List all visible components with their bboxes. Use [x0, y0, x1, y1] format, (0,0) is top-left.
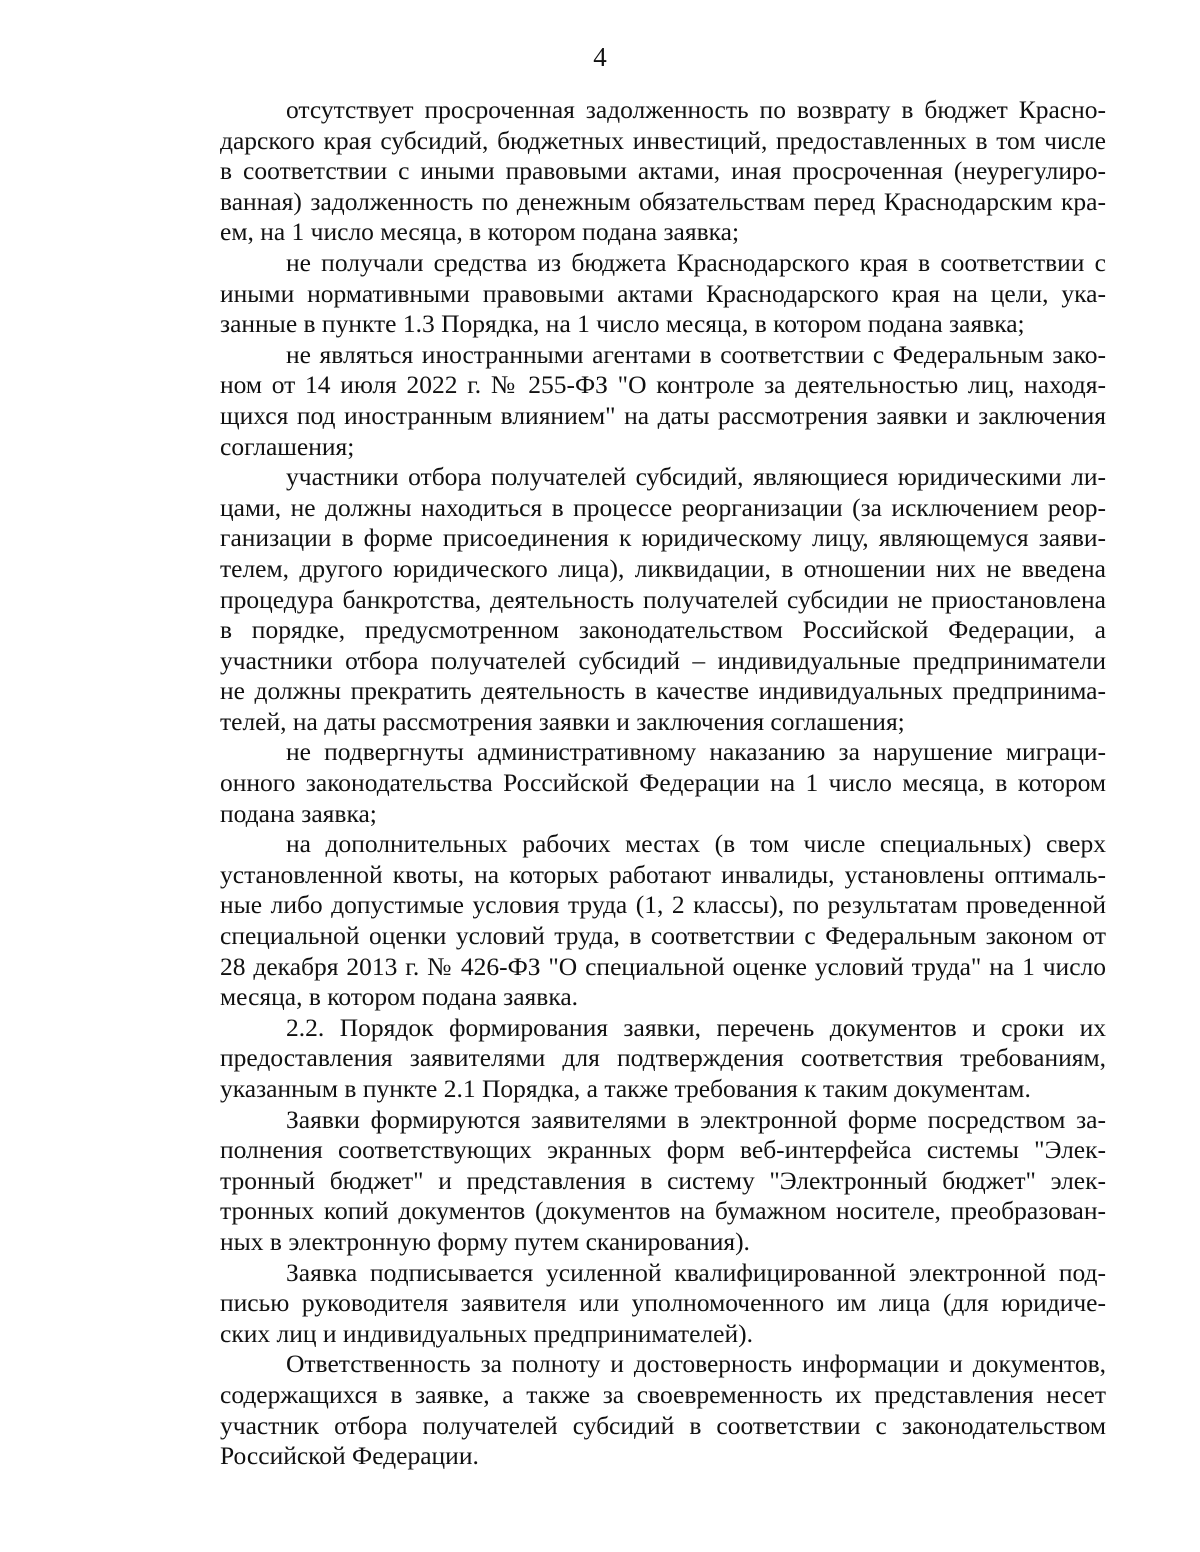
text-line: отсутствует просроченная задолженность по возврату в бюджет Красно- [286, 95, 1106, 124]
text-line: 28 декабря 2013 г. № 426-ФЗ "О специальной оценке условий труда" на 1 число [220, 951, 1106, 981]
text-line: не получали средства из бюджета Краснодарского края в соответствии с [286, 247, 1106, 277]
text-line: ванная) задолженность по денежным обязательствам перед Краснодарским кра- [220, 186, 1106, 216]
text-line: Заявка подписывается усиленной квалифицированной электронной под- [286, 1257, 1106, 1287]
text-line: предоставления заявителями для подтверждения соответствия требованиям, [220, 1043, 1106, 1073]
text-line: ганизации в форме присоединения к юридическому лицу, являющемуся заяви- [220, 523, 1106, 553]
text-line: онного законодательства Российской Федерации на 1 число месяца, в котором [220, 768, 1106, 798]
text-line: ем, на 1 число месяца, в котором подана заявка; [220, 217, 740, 247]
text-line: Ответственность за полноту и достоверность информации и документов, [286, 1349, 1106, 1379]
text-line: ных в электронную форму путем сканирования). [220, 1226, 750, 1256]
text-line: ные либо допустимые условия труда (1, 2 классы), по результатам проведенной [220, 890, 1106, 920]
text-line: специальной оценки условий труда, в соответствии с Федеральным законом от [220, 921, 1106, 951]
text-line: не должны прекратить деятельность в качестве индивидуальных предпринима- [220, 676, 1106, 706]
text-line: иными нормативными правовыми актами Краснодарского края на цели, ука- [220, 278, 1106, 308]
paragraph [220, 95, 1106, 248]
text-line: дарского края субсидий, бюджетных инвестиций, предоставленных в том числе [220, 125, 1106, 155]
text-line: тронных копий документов (документов на бумажном носителе, преобразован- [220, 1196, 1106, 1226]
paragraph [220, 1105, 1106, 1258]
paragraph [220, 462, 1106, 737]
document-body [220, 95, 1106, 1472]
text-line: указанным в пункте 2.1 Порядка, а также требования к таким документам. [220, 1074, 1031, 1103]
paragraph [220, 340, 1106, 462]
text-line: содержащихся в заявке, а также за своевременность их представления несет [220, 1379, 1106, 1409]
text-line: участники отбора получателей субсидий, являющиеся юридическими ли- [286, 462, 1106, 492]
text-line: в порядке, предусмотренном законодательством Российской Федерации, а [220, 615, 1106, 645]
text-line: установленной квоты, на которых работают инвалиды, установлены оптималь- [220, 859, 1106, 889]
text-line: занные в пункте 1.3 Порядка, на 1 число месяца, в котором подана заявка; [220, 309, 1025, 339]
page-number: 4 [593, 42, 607, 72]
text-line: цами, не должны находиться в процессе реорганизации (за исключением реор- [220, 492, 1106, 522]
text-line: Заявки формируются заявителями в электронной форме посредством за- [286, 1104, 1106, 1134]
text-line: не являться иностранными агентами в соответствии с Федеральным зако- [286, 339, 1106, 369]
text-line: на дополнительных рабочих местах (в том числе специальных) сверх [286, 829, 1106, 859]
text-line: подана заявка; [220, 798, 377, 828]
text-line: телем, другого юридического лица), ликвидации, в отношении них не введена [220, 553, 1106, 583]
text-line: не подвергнуты административному наказанию за нарушение миграци- [286, 737, 1106, 767]
paragraph [220, 1349, 1106, 1471]
paragraph [220, 248, 1106, 340]
paragraph [220, 737, 1106, 829]
text-line: щихся под иностранным влиянием" на даты рассмотрения заявки и заключения [220, 400, 1106, 430]
paragraph [220, 829, 1106, 1013]
text-line: 2.2. Порядок формирования заявки, перечень документов и сроки их [286, 1012, 1106, 1042]
text-line: в соответствии с иными правовыми актами, иная просроченная (неурегулиро- [220, 156, 1106, 186]
text-line: телей, на даты рассмотрения заявки и заключения соглашения; [220, 706, 905, 736]
paragraph [220, 1258, 1106, 1350]
text-line: ских лиц и индивидуальных предпринимателей). [220, 1318, 754, 1348]
text-line: полнения соответствующих экранных форм веб-интерфейса системы "Элек- [220, 1135, 1106, 1165]
text-line: участники отбора получателей субсидий – индивидуальные предприниматели [220, 645, 1106, 675]
text-line: участник отбора получателей субсидий в соответствии с законодательством [220, 1410, 1106, 1440]
text-line: Российской Федерации. [220, 1441, 479, 1471]
text-line: процедура банкротства, деятельность получателей субсидии не приостановлена [220, 584, 1106, 614]
text-line: соглашения; [220, 431, 355, 461]
text-line: месяца, в котором подана заявка. [220, 982, 579, 1012]
text-line: тронный бюджет" и представления в систему "Электронный бюджет" элек- [220, 1165, 1106, 1195]
paragraph [220, 1013, 1106, 1105]
text-line: писью руководителя заявителя или уполномоченного им лица (для юридиче- [220, 1288, 1106, 1318]
text-line: ном от 14 июля 2022 г. № 255-ФЗ "О контроле за деятельностью лиц, находя- [220, 370, 1106, 400]
